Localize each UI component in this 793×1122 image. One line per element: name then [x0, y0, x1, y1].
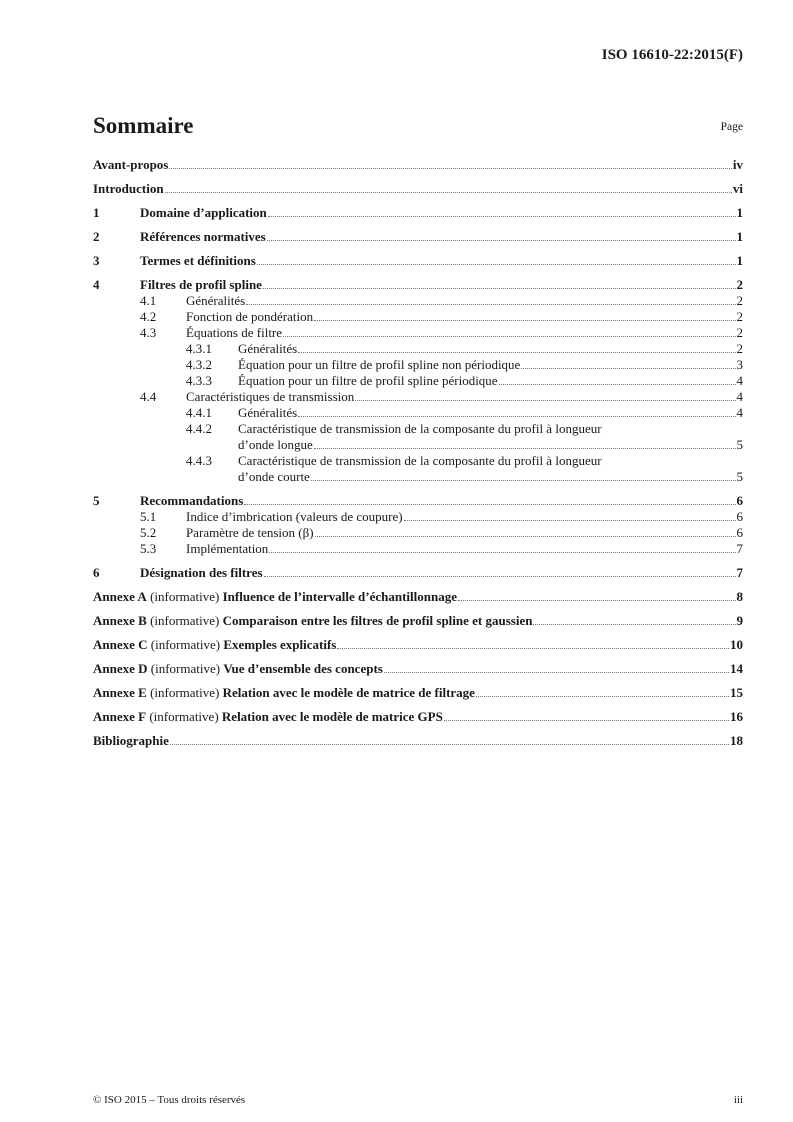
dot-leader	[268, 216, 736, 217]
toc-entry[interactable]	[93, 341, 743, 357]
page-number: 4	[736, 373, 743, 388]
page-number: 2	[736, 309, 743, 324]
toc-entry[interactable]	[93, 405, 743, 421]
toc-entry[interactable]	[93, 373, 743, 389]
dot-leader	[169, 168, 732, 169]
dot-leader	[264, 576, 736, 577]
dot-leader	[499, 384, 736, 385]
section-title: Introduction	[93, 181, 164, 196]
page-number: 6	[736, 493, 743, 508]
toc-entry[interactable]	[93, 205, 743, 221]
section-title: Bibliographie	[93, 733, 169, 748]
section-title: Caractéristique de transmission de la composante du profil à longueur	[238, 453, 602, 468]
section-number: 4.1	[140, 293, 157, 308]
toc-entry[interactable]	[93, 389, 743, 405]
section-number: 4.3.1	[186, 341, 212, 356]
section-number: 5	[93, 493, 100, 508]
toc-entry[interactable]	[93, 309, 743, 325]
toc-entry[interactable]	[93, 525, 743, 541]
section-title: Domaine d’application	[140, 205, 267, 220]
section-number: 5.2	[140, 525, 157, 540]
toc-entry-row[interactable]	[93, 277, 743, 293]
page-number: iv	[732, 157, 743, 172]
page-number: 1	[736, 229, 743, 244]
dot-leader	[476, 696, 729, 697]
section-title-continued: d’onde courte	[238, 469, 310, 484]
section-title: Références normatives	[140, 229, 266, 244]
toc-entry-row[interactable]	[93, 405, 743, 421]
section-number: 2	[93, 229, 100, 244]
annex-label: Annexe E	[93, 685, 147, 700]
annex-label: Annexe C	[93, 637, 148, 652]
toc-entry-row[interactable]	[93, 637, 743, 653]
toc-entry-row[interactable]	[93, 373, 743, 389]
toc-entry-row[interactable]	[93, 709, 743, 725]
section-title: Généralités	[238, 341, 298, 356]
section-title: Désignation des filtres	[140, 565, 263, 580]
dot-leader	[533, 624, 735, 625]
dot-leader	[298, 352, 735, 353]
toc-entry-row[interactable]	[93, 733, 743, 749]
page-number: 5	[736, 469, 743, 484]
dot-leader	[337, 648, 729, 649]
section-number: 4.3	[140, 325, 157, 340]
section-number: 1	[93, 205, 100, 220]
page-number: 18	[730, 733, 743, 748]
toc-entry[interactable]	[93, 709, 743, 725]
section-number: 5.3	[140, 541, 157, 556]
section-title: Indice d’imbrication (valeurs de coupure)	[186, 509, 403, 524]
page-number: 1	[736, 205, 743, 220]
toc-entry-row[interactable]	[93, 229, 743, 245]
page-number: 16	[730, 709, 743, 724]
annex-title	[93, 589, 457, 605]
toc-entry-row[interactable]	[93, 661, 743, 677]
annex-label: Annexe F	[93, 709, 147, 724]
dot-leader	[314, 448, 736, 449]
toc-entry-row[interactable]	[93, 541, 743, 557]
dot-leader	[244, 504, 735, 505]
page-number: 6	[736, 509, 743, 524]
toc-entry-row[interactable]	[93, 205, 743, 221]
section-number: 3	[93, 253, 100, 268]
annex-title	[93, 661, 383, 677]
toc-entry-row[interactable]	[93, 565, 743, 581]
section-number: 6	[93, 565, 100, 580]
section-number: 4.2	[140, 309, 157, 324]
annex-title	[93, 709, 443, 725]
section-number: 4.4	[140, 389, 157, 404]
page-number: 2	[736, 293, 743, 308]
toc-entry[interactable]	[93, 253, 743, 269]
page-number: 10	[730, 637, 743, 652]
annex-type: (informative)	[146, 589, 223, 604]
annex-title	[93, 685, 475, 701]
toc-entry[interactable]	[93, 157, 743, 173]
toc-entry[interactable]	[93, 685, 743, 701]
page-number: 8	[736, 589, 743, 604]
toc-entry-row[interactable]	[93, 181, 743, 197]
toc-entry[interactable]	[93, 357, 743, 373]
toc-entry-row[interactable]	[93, 325, 743, 341]
toc-entry-row[interactable]	[93, 309, 743, 325]
section-title: Équations de filtre	[186, 325, 283, 340]
section-title: Termes et définitions	[140, 253, 256, 268]
table-of-contents	[93, 157, 743, 749]
dot-leader	[315, 536, 736, 537]
annex-name: Vue d’ensemble des concepts	[223, 661, 383, 676]
toc-entry[interactable]	[93, 181, 743, 197]
annex-type: (informative)	[146, 613, 223, 628]
dot-leader	[314, 320, 735, 321]
toc-entry[interactable]	[93, 293, 743, 309]
section-title: Équation pour un filtre de profil spline non périodique	[238, 357, 521, 372]
annex-type: (informative)	[147, 637, 224, 652]
section-title: Généralités	[238, 405, 298, 420]
toc-entry[interactable]	[93, 613, 743, 629]
toc-entry[interactable]	[93, 421, 743, 453]
page-number: vi	[732, 181, 743, 196]
dot-leader	[404, 520, 736, 521]
annex-name: Exemples explicatifs	[223, 637, 337, 652]
page-number: 5	[736, 437, 743, 452]
dot-leader	[298, 416, 735, 417]
page-number: 2	[736, 277, 743, 292]
dot-leader	[311, 480, 736, 481]
toc-entry-row[interactable]	[93, 157, 743, 173]
section-number: 4.4.1	[186, 405, 212, 420]
page-number: 14	[730, 661, 743, 676]
annex-title	[93, 613, 532, 629]
toc-entry-row[interactable]	[93, 613, 743, 629]
toc-entry[interactable]	[93, 325, 743, 341]
dot-leader	[458, 600, 736, 601]
toc-entry-row[interactable]	[93, 357, 743, 373]
section-number: 5.1	[140, 509, 157, 524]
toc-entry[interactable]	[93, 493, 743, 509]
footer-copyright: © ISO 2015 – Tous droits réservés	[93, 1094, 246, 1106]
annex-name: Relation avec le modèle de matrice GPS	[221, 709, 443, 724]
document-id: ISO 16610-22:2015(F)	[601, 47, 743, 63]
page-number: 2	[736, 325, 743, 340]
toc-entry[interactable]	[93, 661, 743, 677]
dot-leader	[521, 368, 735, 369]
toc-entry[interactable]	[93, 277, 743, 293]
dot-leader	[283, 336, 735, 337]
dot-leader	[267, 240, 736, 241]
dot-leader	[246, 304, 735, 305]
section-title: Recommandations	[140, 493, 244, 508]
page-number: 4	[736, 405, 743, 420]
toc-entry[interactable]	[93, 453, 743, 485]
section-title: Généralités	[186, 293, 246, 308]
dot-leader	[165, 192, 732, 193]
annex-label: Annexe D	[93, 661, 148, 676]
dot-leader	[269, 552, 735, 553]
dot-leader	[170, 744, 729, 745]
toc-entry-row[interactable]	[93, 453, 743, 485]
annex-type: (informative)	[147, 661, 224, 676]
annex-type: (informative)	[146, 709, 222, 724]
section-title: Équation pour un filtre de profil spline périodique	[238, 373, 498, 388]
section-title: Implémentation	[186, 541, 269, 556]
page-number: 6	[736, 525, 743, 540]
footer-page-number: iii	[733, 1094, 743, 1106]
annex-label: Annexe B	[93, 613, 147, 628]
toc-entry-row[interactable]	[93, 421, 743, 453]
toc-entry-row[interactable]	[93, 589, 743, 605]
toc-entry[interactable]	[93, 733, 743, 749]
section-title: Caractéristique de transmission de la composante du profil à longueur	[238, 421, 602, 436]
section-title: Filtres de profil spline	[140, 277, 262, 292]
toc-entry[interactable]	[93, 229, 743, 245]
section-title: Caractéristiques de transmission	[186, 389, 355, 404]
page-number: 7	[736, 565, 743, 580]
toc-entry-row[interactable]	[93, 525, 743, 541]
toc-entry-row[interactable]	[93, 253, 743, 269]
toc-entry-row[interactable]	[93, 509, 743, 525]
page-column-label: Page	[720, 121, 743, 133]
annex-name: Relation avec le modèle de matrice de filtrage	[222, 685, 475, 700]
toc-entry-row[interactable]	[93, 293, 743, 309]
annex-label: Annexe A	[93, 589, 147, 604]
dot-leader	[257, 264, 736, 265]
section-title: Paramètre de tension (β)	[186, 525, 314, 540]
dot-leader	[263, 288, 736, 289]
annex-name: Comparaison entre les filtres de profil spline et gaussien	[222, 613, 533, 628]
page-number: 7	[736, 541, 743, 556]
annex-title	[93, 637, 336, 653]
section-number: 4	[93, 277, 100, 292]
section-number: 4.3.3	[186, 373, 212, 388]
toc-entry-row[interactable]	[93, 389, 743, 405]
section-number: 4.3.2	[186, 357, 212, 372]
dot-leader	[444, 720, 729, 721]
dot-leader	[384, 672, 729, 673]
page-number: 15	[730, 685, 743, 700]
toc-entry[interactable]	[93, 589, 743, 605]
toc-entry-row[interactable]	[93, 493, 743, 509]
section-title: Avant-propos	[93, 157, 169, 172]
page-number: 1	[736, 253, 743, 268]
page-number: 3	[736, 357, 743, 372]
annex-type: (informative)	[146, 685, 223, 700]
toc-entry[interactable]	[93, 637, 743, 653]
toc-entry-row[interactable]	[93, 685, 743, 701]
annex-name: Influence de l’intervalle d’échantillonnage	[222, 589, 457, 604]
page-number: 9	[736, 613, 743, 628]
page-number: 4	[736, 389, 743, 404]
toc-entry-row[interactable]	[93, 341, 743, 357]
page-number: 2	[736, 341, 743, 356]
section-number: 4.4.3	[186, 453, 212, 468]
section-number: 4.4.2	[186, 421, 212, 436]
section-title-continued: d’onde longue	[238, 437, 313, 452]
toc-entry[interactable]	[93, 565, 743, 581]
page-title: Sommaire	[93, 113, 194, 138]
toc-entry[interactable]	[93, 509, 743, 525]
section-title: Fonction de pondération	[186, 309, 314, 324]
toc-entry[interactable]	[93, 541, 743, 557]
dot-leader	[355, 400, 735, 401]
